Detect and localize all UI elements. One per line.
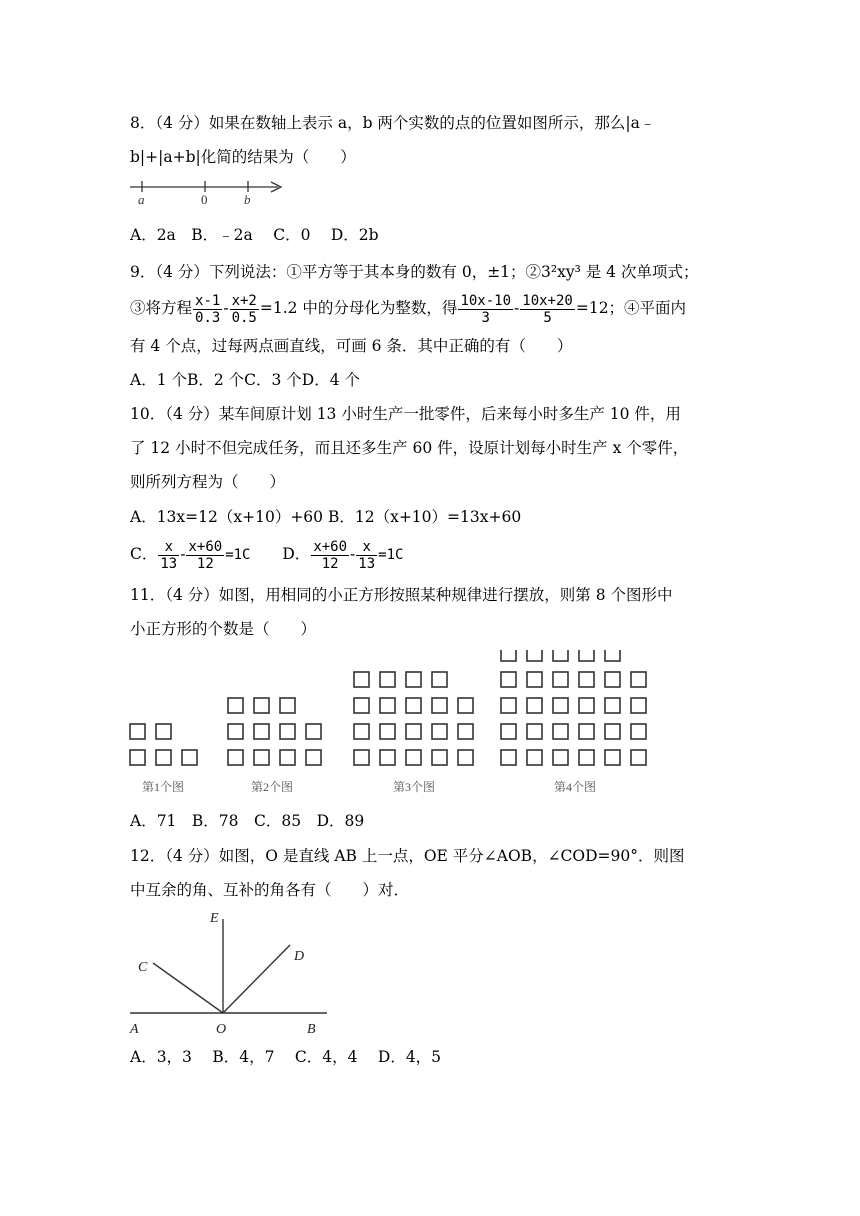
- q11-line-2: 小正方形的个数是（ ）: [130, 620, 317, 638]
- small-square: [380, 698, 395, 713]
- q8-line-2: b|+|a+b|化简的结果为（ ）: [130, 148, 356, 166]
- axis-label-a: a: [138, 192, 145, 206]
- small-square: [631, 698, 646, 713]
- small-square: [254, 750, 269, 765]
- small-square: [182, 750, 197, 765]
- small-square: [579, 650, 594, 661]
- q10-line-2: 了 12 小时不但完成任务，而且还多生产 60 件，设原计划每小时生产 x 个零件，: [130, 439, 689, 457]
- small-square: [406, 750, 421, 765]
- caption-1: 第1个图: [142, 780, 185, 794]
- label-E: E: [210, 911, 219, 926]
- caption-4: 第4个图: [554, 780, 597, 794]
- small-square: [354, 672, 369, 687]
- ray-OD: [223, 945, 290, 1013]
- caption-3: 第3个图: [393, 780, 436, 794]
- small-square: [501, 650, 516, 661]
- small-square: [605, 650, 620, 661]
- small-square: [501, 724, 516, 739]
- d-fraction-2: $\frac{x}{13}$: [358, 538, 376, 572]
- small-square: [280, 724, 295, 739]
- axis-label-b: b: [244, 192, 251, 206]
- small-square: [306, 724, 321, 739]
- small-square: [156, 724, 171, 739]
- fraction-1: $\frac{x-1}{0.3}$: [195, 292, 221, 326]
- small-square: [527, 724, 542, 739]
- q9-line-1: 9．（4 分）下列说法：①平方等于其本身的数有 0，±1；②3²xy³ 是 4 次单项式；: [130, 263, 699, 281]
- small-square: [432, 672, 447, 687]
- label-C: C: [138, 960, 148, 975]
- small-square: [501, 750, 516, 765]
- small-square: [527, 698, 542, 713]
- q9-line-2: ③将方程 $\frac{x-1}{0.3}$ - $\frac{x+2}{0.5}$ =1.2 中的分母化为整数，得 $\frac{10x-10}{3}$ - $\frac{10x+20}{5}$ =12；④平面内: [130, 292, 687, 326]
- q9-suffix: =12；④平面内: [575, 299, 687, 317]
- q10-options-cd: C． $\frac{x}{13}$ - $\frac{x+60}{12}$ =1C D． $\frac{x+60}{12}$ - $\frac{x}{13}$ =1C: [130, 538, 404, 572]
- small-square: [458, 724, 473, 739]
- axis-label-0: 0: [201, 192, 208, 206]
- small-square: [432, 750, 447, 765]
- small-square: [228, 750, 243, 765]
- q10-line-1: 10．（4 分）某车间原计划 13 小时生产一批零件，后来每小时多生产 10 件，用: [130, 405, 681, 423]
- fraction-4: $\frac{10x+20}{5}$: [522, 292, 573, 326]
- small-square: [553, 650, 568, 661]
- small-square: [254, 724, 269, 739]
- small-square: [228, 724, 243, 739]
- option-c-label: C．: [130, 545, 158, 563]
- q8-line-1: 8．（4 分）如果在数轴上表示 a，b 两个实数的点的位置如图所示，那么|a﹣: [130, 114, 656, 132]
- small-square: [406, 724, 421, 739]
- small-square: [605, 750, 620, 765]
- q9-mid: =1.2 中的分母化为整数，得: [259, 299, 458, 317]
- number-line-figure: [128, 176, 288, 206]
- small-square: [406, 698, 421, 713]
- small-square: [527, 672, 542, 687]
- small-square: [605, 698, 620, 713]
- small-square: [501, 672, 516, 687]
- option-d-label: D．: [282, 545, 311, 563]
- small-square: [579, 750, 594, 765]
- small-square: [156, 750, 171, 765]
- small-square: [130, 750, 145, 765]
- fraction-2: $\frac{x+2}{0.5}$: [231, 292, 257, 326]
- small-square: [553, 750, 568, 765]
- label-B: B: [307, 1022, 316, 1035]
- small-square: [354, 724, 369, 739]
- small-square: [605, 724, 620, 739]
- small-square: [553, 698, 568, 713]
- small-square: [406, 672, 421, 687]
- c-fraction-2: $\frac{x+60}{12}$: [188, 538, 223, 572]
- small-square: [432, 724, 447, 739]
- q9-options: A．1 个B．2 个C．3 个D．4 个: [130, 371, 361, 389]
- small-square: [579, 724, 594, 739]
- small-square: [354, 698, 369, 713]
- small-square: [553, 672, 568, 687]
- small-square: [605, 672, 620, 687]
- fraction-3: $\frac{10x-10}{3}$: [460, 292, 512, 326]
- c-tail: =1C: [225, 547, 251, 563]
- small-square: [579, 698, 594, 713]
- small-square: [432, 698, 447, 713]
- small-square: [458, 698, 473, 713]
- small-square: [501, 698, 516, 713]
- q9-line-3: 有 4 个点，过每两点画直线，可画 6 条．其中正确的有（ ）: [130, 337, 573, 355]
- small-square: [380, 672, 395, 687]
- c-fraction-1: $\frac{x}{13}$: [160, 538, 178, 572]
- d-tail: =1C: [378, 547, 404, 563]
- small-square: [228, 698, 243, 713]
- label-A: A: [130, 1022, 139, 1035]
- small-square: [130, 724, 145, 739]
- q11-options: A．71 B．78 C．85 D．89: [130, 812, 365, 830]
- label-D: D: [294, 949, 305, 964]
- small-square: [280, 698, 295, 713]
- q11-line-1: 11．（4 分）如图，用相同的小正方形按照某种规律进行摆放，则第 8 个图形中: [130, 586, 673, 604]
- q10-line-3: 则所列方程为（ ）: [130, 473, 286, 491]
- label-O: O: [216, 1022, 227, 1035]
- small-square: [527, 750, 542, 765]
- q12-line-2: 中互余的角、互补的角各有（ ）对．: [130, 881, 410, 899]
- small-square: [579, 672, 594, 687]
- small-square: [280, 750, 295, 765]
- small-square: [553, 724, 568, 739]
- caption-2: 第2个图: [251, 780, 294, 794]
- square-pattern-figure: [125, 650, 655, 800]
- small-square: [354, 750, 369, 765]
- small-square: [631, 750, 646, 765]
- small-square: [631, 672, 646, 687]
- small-square: [380, 724, 395, 739]
- small-square: [458, 750, 473, 765]
- d-fraction-1: $\frac{x+60}{12}$: [313, 538, 348, 572]
- angle-figure: [125, 905, 335, 1035]
- small-square: [631, 724, 646, 739]
- q12-line-1: 12．（4 分）如图，O 是直线 AB 上一点，OE 平分∠AOB，∠COD=90°．则图: [130, 847, 685, 865]
- small-square: [306, 750, 321, 765]
- small-square: [527, 650, 542, 661]
- ray-OC: [153, 963, 223, 1013]
- q9-prefix: ③将方程: [130, 299, 193, 317]
- q12-options: A．3，3 B．4，7 C．4，4 D．4，5: [130, 1048, 442, 1066]
- q10-options-ab: A．13x=12（x+10）+60 B．12（x+10）=13x+60: [130, 508, 522, 526]
- q8-options: A．2a B．﹣2a C．0 D．2b: [130, 226, 379, 244]
- small-square: [380, 750, 395, 765]
- small-square: [254, 698, 269, 713]
